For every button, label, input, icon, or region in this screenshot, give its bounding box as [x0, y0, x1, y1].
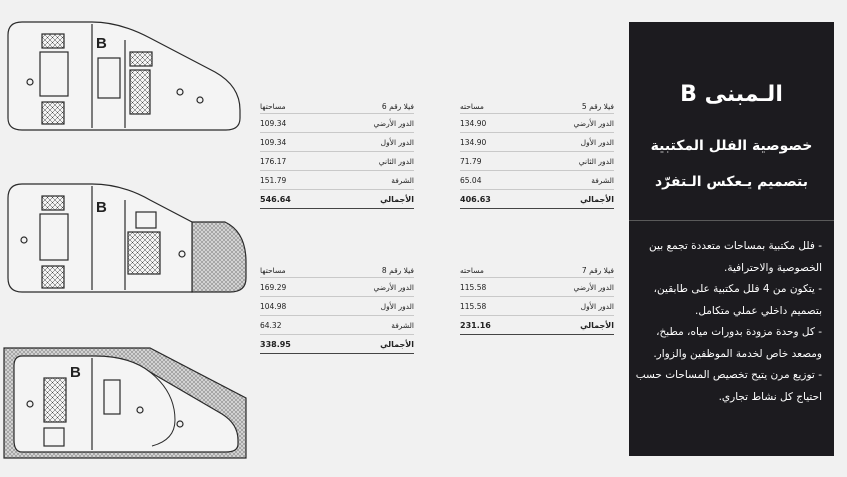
row-value: 71.79 — [460, 156, 482, 166]
row-value: 169.29 — [260, 282, 287, 292]
feature-item: - فلل مكتبية بمساحات متعددة تجمع بين الخصوصية والاحترافية. — [630, 236, 822, 279]
table-row — [460, 152, 614, 171]
info-panel — [629, 22, 834, 456]
row-label: الدور الأرضي — [573, 282, 614, 292]
table-row — [260, 152, 414, 171]
total-label: الأجمالي — [580, 320, 614, 330]
feature-item: - توزيع مرن يتيح تخصيص المساحات حسب احتياج كل نشاط تجاري. — [630, 365, 822, 408]
row-label: الدور الأول — [380, 137, 414, 147]
total-value: 338.95 — [260, 339, 291, 349]
row-label: الدور الأول — [580, 137, 614, 147]
table-row — [460, 171, 614, 190]
table-header — [260, 100, 414, 114]
floor-plan-ground-floor — [4, 348, 246, 458]
row-label: الدور الأول — [580, 301, 614, 311]
row-value: 65.04 — [460, 175, 482, 185]
table-row — [260, 171, 414, 190]
table-row — [260, 316, 414, 335]
row-value: 64.32 — [260, 320, 282, 330]
building-label-plan-3: B — [70, 364, 81, 381]
building-label-plan-1: B — [96, 35, 107, 52]
area-header: مساحته — [460, 102, 484, 111]
villa-title: فيلا رقم 5 — [581, 102, 614, 111]
panel-subtitle-2: بتصميم يـعكس الـتفرّد — [655, 174, 808, 190]
row-label: الدور الأرضي — [373, 118, 414, 128]
row-label: الدور الثاني — [378, 156, 414, 166]
villa-title: فيلا رقم 8 — [381, 266, 414, 275]
row-value: 134.90 — [460, 137, 487, 147]
row-value: 115.58 — [460, 301, 487, 311]
area-header: مساحته — [460, 266, 484, 275]
area-header: مساحتها — [260, 266, 286, 275]
total-label: الأجمالي — [380, 339, 414, 349]
row-value: 109.34 — [260, 118, 287, 128]
villa-6-table — [260, 100, 414, 209]
table-row — [260, 133, 414, 152]
table-row — [460, 133, 614, 152]
row-value: 104.98 — [260, 301, 287, 311]
table-total-row — [260, 190, 414, 209]
table-header — [460, 264, 614, 278]
table-total-row — [460, 190, 614, 209]
row-label: الدور الأول — [380, 301, 414, 311]
table-header — [460, 100, 614, 114]
total-value: 231.16 — [460, 320, 491, 330]
total-value: 406.63 — [460, 194, 491, 204]
table-total-row — [460, 316, 614, 335]
row-value: 115.58 — [460, 282, 487, 292]
table-row — [260, 297, 414, 316]
floor-plan-second-floor — [8, 22, 240, 130]
table-total-row — [260, 335, 414, 354]
table-row — [260, 278, 414, 297]
table-row — [460, 278, 614, 297]
panel-subtitle-1: خصوصية الفلل المكتبية — [650, 138, 813, 154]
total-value: 546.64 — [260, 194, 291, 204]
total-label: الأجمالي — [580, 194, 614, 204]
table-header — [260, 264, 414, 278]
feature-list — [630, 236, 822, 408]
villa-title: فيلا رقم 7 — [581, 266, 614, 275]
villa-7-table — [460, 264, 614, 335]
row-label: الشرفة — [391, 175, 414, 185]
panel-title: الـمبنى B — [680, 82, 783, 107]
feature-item: - كل وحدة مزودة بدورات مياه، مطبخ، ومصعد خاص لخدمة الموظفين والزوار. — [630, 322, 822, 365]
table-row — [260, 114, 414, 133]
row-label: الشرفة — [391, 320, 414, 330]
villa-5-table — [460, 100, 614, 209]
floor-plan-first-floor — [8, 184, 246, 292]
row-value: 151.79 — [260, 175, 287, 185]
villa-title: فيلا رقم 6 — [381, 102, 414, 111]
panel-divider — [629, 220, 834, 221]
building-label-plan-2: B — [96, 199, 107, 216]
row-label: الشرفة — [591, 175, 614, 185]
feature-item: - يتكون من 4 فلل مكتبية على طابقين، بتصميم داخلي عملي متكامل. — [630, 279, 822, 322]
area-header: مساحتها — [260, 102, 286, 111]
row-label: الدور الأرضي — [373, 282, 414, 292]
row-value: 134.90 — [460, 118, 487, 128]
row-label: الدور الثاني — [578, 156, 614, 166]
row-value: 176.17 — [260, 156, 287, 166]
total-label: الأجمالي — [380, 194, 414, 204]
villa-8-table — [260, 264, 414, 354]
table-row — [460, 297, 614, 316]
table-row — [460, 114, 614, 133]
row-label: الدور الأرضي — [573, 118, 614, 128]
row-value: 109.34 — [260, 137, 287, 147]
